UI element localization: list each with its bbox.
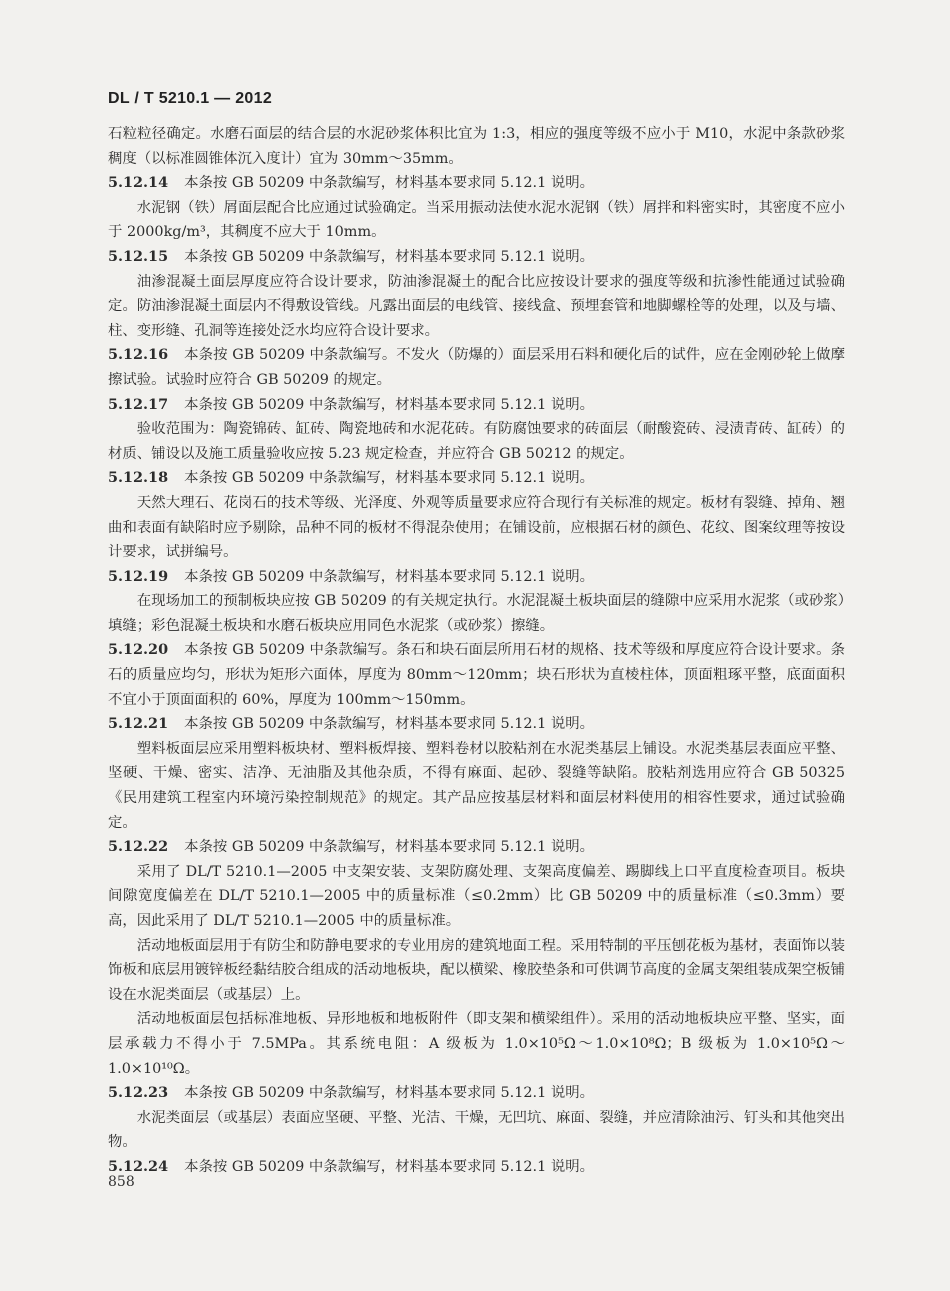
clause-number: 5.12.20 <box>108 641 169 659</box>
clause-text: 本条按 GB 50209 中条款编写，材料基本要求同 5.12.1 说明。 <box>184 248 595 265</box>
body-paragraph: 活动地板面层包括标准地板、异形地板和地板附件（即支架和横梁组件）。采用的活动地板块应平整、坚实，面层承载力不得小于 7.5MPa。其系统电阻：A 级板为 1.0×10⁵Ω～1.0×10⁸Ω；B 级板为 1.0×10⁵Ω～1.0×10¹⁰Ω。 <box>108 1011 845 1077</box>
body-paragraph: 在现场加工的预制板块应按 GB 50209 的有关规定执行。水泥混凝土板块面层的缝隙中应采用水泥浆（或砂浆）填缝；彩色混凝土板块和水磨石板块应用同色水泥浆（或砂浆）擦缝。 <box>108 593 845 634</box>
clause-paragraph <box>108 1155 845 1180</box>
clause-paragraph <box>108 393 845 418</box>
clause-paragraph <box>108 835 845 860</box>
body-paragraph: 石粒粒径确定。水磨石面层的结合层的水泥砂浆体积比宜为 1:3，相应的强度等级不应小于 M10，水泥中条款砂浆稠度（以标准圆锥体沉入度计）宜为 30mm～35mm。 <box>108 126 845 167</box>
clause-text: 本条按 GB 50209 中条款编写，材料基本要求同 5.12.1 说明。 <box>184 1085 595 1102</box>
clause-paragraph <box>108 638 845 712</box>
body-paragraph: 采用了 DL/T 5210.1—2005 中支架安装、支架防腐处理、支架高度偏差、踢脚线上口平直度检查项目。板块间隙宽度偏差在 DL/T 5210.1—2005 中的质量标准（≤0.2mm）比 GB 50209 中的质量标准（≤0.3mm）要高，因此采用了 DL/T 5210.1—2005 中的质量标准。 <box>108 863 845 929</box>
clause-number: 5.12.17 <box>108 395 169 413</box>
body-paragraph: 塑料板面层应采用塑料板块材、塑料板焊接、塑料卷材以胶粘剂在水泥类基层上铺设。水泥类基层表面应平整、坚硬、干燥、密实、洁净、无油脂及其他杂质，不得有麻面、起砂、裂缝等缺陷。胶粘剂选用应符合 GB 50325《民用建筑工程室内环境污染控制规范》的规定。其产品应按基层材料和面层材料使用的相容性要求，通过试验确定。 <box>108 740 845 831</box>
clause-number: 5.12.21 <box>108 715 169 733</box>
clause-number: 5.12.15 <box>108 247 169 265</box>
clause-text: 本条按 GB 50209 中条款编写，材料基本要求同 5.12.1 说明。 <box>184 396 595 413</box>
page-body <box>108 122 845 1180</box>
clause-text: 本条按 GB 50209 中条款编写。不发火（防爆的）面层采用石料和硬化后的试件，应在金刚砂轮上做摩擦试验。试验时应符合 GB 50209 的规定。 <box>108 347 845 388</box>
clause-number: 5.12.18 <box>108 469 169 487</box>
clause-number: 5.12.24 <box>108 1157 169 1175</box>
clause-number: 5.12.22 <box>108 838 169 856</box>
clause-paragraph <box>108 245 845 270</box>
page-number: 858 <box>108 1174 135 1190</box>
clause-paragraph <box>108 466 845 491</box>
clause-text: 本条按 GB 50209 中条款编写，材料基本要求同 5.12.1 说明。 <box>184 1158 595 1175</box>
body-paragraph: 油渗混凝土面层厚度应符合设计要求，防油渗混凝土的配合比应按设计要求的强度等级和抗渗性能通过试验确定。防油渗混凝土面层内不得敷设管线。凡露出面层的电线管、接线盒、预埋套管和地脚螺栓等的处理，以及与墙、柱、变形缝、孔洞等连接处泛水均应符合设计要求。 <box>108 273 845 339</box>
body-paragraph: 验收范围为：陶瓷锦砖、缸砖、陶瓷地砖和水泥花砖。有防腐蚀要求的砖面层（耐酸瓷砖、浸渍青砖、缸砖）的材质、铺设以及施工质量验收应按 5.23 规定检查，并应符合 GB 50212 的规定。 <box>108 421 845 462</box>
clause-number: 5.12.16 <box>108 346 169 364</box>
clause-paragraph <box>108 565 845 590</box>
clause-text: 本条按 GB 50209 中条款编写，材料基本要求同 5.12.1 说明。 <box>184 716 595 733</box>
body-paragraph: 天然大理石、花岗石的技术等级、光泽度、外观等质量要求应符合现行有关标准的规定。板材有裂缝、掉角、翘曲和表面有缺陷时应予剔除，品种不同的板材不得混杂使用；在铺设前，应根据石材的颜色、花纹、图案纹理等按设计要求，试拼编号。 <box>108 494 845 561</box>
body-paragraph: 水泥钢（铁）屑面层配合比应通过试验确定。当采用振动法使水泥水泥钢（铁）屑拌和料密实时，其密度不应小于 2000kg/m³，其稠度不应大于 10mm。 <box>108 199 845 241</box>
clause-number: 5.12.14 <box>108 174 169 192</box>
clause-text: 本条按 GB 50209 中条款编写，材料基本要求同 5.12.1 说明。 <box>184 175 595 192</box>
body-paragraph: 水泥类面层（或基层）表面应坚硬、平整、光洁、干燥，无凹坑、麻面、裂缝，并应清除油污、钉头和其他突出物。 <box>108 1109 845 1151</box>
clause-number: 5.12.19 <box>108 567 169 585</box>
body-paragraph: 活动地板面层用于有防尘和防静电要求的专业用房的建筑地面工程。采用特制的平压刨花板为基材，表面饰以装饰板和底层用镀锌板经黏结胶合组成的活动地板块，配以横梁、橡胶垫条和可供调节高度的金属支架组装成架空板铺设在水泥类面层（或基层）上。 <box>108 937 845 1003</box>
clause-text: 本条按 GB 50209 中条款编写，材料基本要求同 5.12.1 说明。 <box>184 839 595 856</box>
clause-paragraph <box>108 712 845 737</box>
document-code-header: DL / T 5210.1 — 2012 <box>108 90 273 107</box>
clause-number: 5.12.23 <box>108 1084 169 1102</box>
clause-paragraph <box>108 171 845 196</box>
clause-text: 本条按 GB 50209 中条款编写，材料基本要求同 5.12.1 说明。 <box>184 568 595 585</box>
clause-text: 本条按 GB 50209 中条款编写，材料基本要求同 5.12.1 说明。 <box>184 470 595 487</box>
clause-paragraph <box>108 1081 845 1106</box>
clause-paragraph <box>108 343 845 392</box>
clause-text: 本条按 GB 50209 中条款编写。条石和块石面层所用石材的规格、技术等级和厚度应符合设计要求。条石的质量应均匀，形状为矩形六面体，厚度为 80mm～120mm；块石形状为直棱柱体，顶面粗琢平整，底面面积不宜小于顶面面积的 60%，厚度为 100mm～150mm。 <box>108 642 845 708</box>
